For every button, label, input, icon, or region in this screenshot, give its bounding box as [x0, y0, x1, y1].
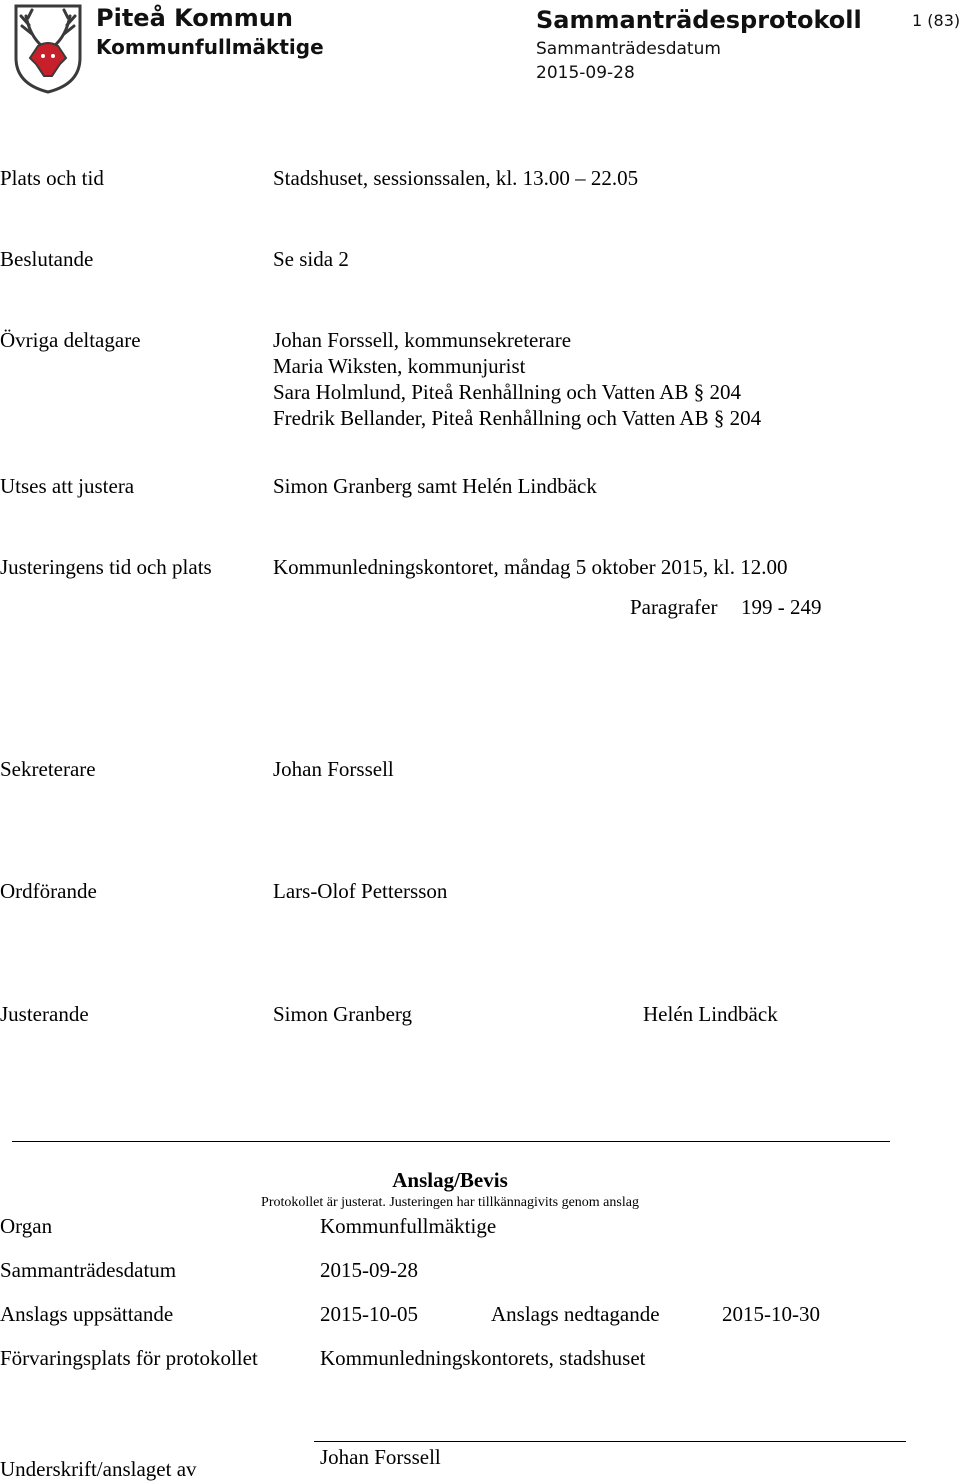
signature-line [314, 1441, 906, 1442]
ovriga-label: Övriga deltagare [0, 328, 141, 352]
meeting-date-value: 2015-09-28 [536, 63, 635, 83]
underskrift-value: Johan Forssell [320, 1445, 441, 1469]
utses-value: Simon Granberg samt Helén Lindbäck [273, 474, 597, 498]
plats-label: Plats och tid [0, 166, 104, 190]
paragrafer-label: Paragrafer [630, 595, 718, 619]
ovriga-line: Maria Wiksten, kommunjurist [273, 354, 526, 378]
paragrafer-value: 199 - 249 [741, 595, 822, 619]
anslag-divider [12, 1141, 890, 1142]
sekreterare-value: Johan Forssell [273, 757, 394, 781]
nedtagande-value: 2015-10-30 [722, 1302, 820, 1326]
justerande-label: Justerande [0, 1002, 89, 1026]
nedtagande-label: Anslags nedtagande [491, 1302, 660, 1326]
meeting-date-label: Sammanträdesdatum [536, 39, 721, 59]
document-title: Sammanträdesprotokoll [536, 6, 862, 34]
ordforande-label: Ordförande [0, 879, 97, 903]
ovriga-line: Fredrik Bellander, Piteå Renhållning och Vatten AB § 204 [273, 406, 762, 430]
organ-label: Organ [0, 1214, 53, 1238]
justering-value: Kommunledningskontoret, måndag 5 oktober 2015, kl. 12.00 [273, 555, 788, 579]
pitea-kommun-crest-icon [12, 2, 84, 94]
utses-label: Utses att justera [0, 474, 135, 498]
uppsattande-value: 2015-10-05 [320, 1302, 418, 1326]
plats-value: Stadshuset, sessionssalen, kl. 13.00 – 22.05 [273, 166, 639, 190]
sekreterare-label: Sekreterare [0, 757, 96, 781]
justerande-value: Helén Lindbäck [643, 1002, 778, 1026]
datum-value: 2015-09-28 [320, 1258, 418, 1282]
justerande-value: Simon Granberg [273, 1002, 413, 1026]
uppsattande-label: Anslags uppsättande [0, 1302, 174, 1326]
ovriga-line: Johan Forssell, kommunsekreterare [273, 328, 572, 352]
organization-name: Piteå Kommun [96, 4, 293, 32]
forvaring-label: Förvaringsplats för protokollet [0, 1346, 258, 1370]
ordforande-value: Lars-Olof Pettersson [273, 879, 448, 903]
anslag-title: Anslag/Bevis [392, 1168, 508, 1192]
page-number: 1 (83) [912, 11, 960, 30]
underskrift-label: Underskrift/anslaget av [0, 1457, 197, 1481]
justering-label: Justeringens tid och plats [0, 555, 212, 579]
organ-value: Kommunfullmäktige [320, 1214, 497, 1238]
beslutande-label: Beslutande [0, 247, 94, 271]
ovriga-line: Sara Holmlund, Piteå Renhållning och Vatten AB § 204 [273, 380, 741, 404]
anslag-note: Protokollet är justerat. Justeringen har tillkännagivits genom anslag [261, 1195, 639, 1210]
forvaring-value: Kommunledningskontorets, stadshuset [320, 1346, 646, 1370]
datum-label: Sammanträdesdatum [0, 1258, 177, 1282]
organization-unit: Kommunfullmäktige [96, 35, 324, 59]
beslutande-value: Se sida 2 [273, 247, 349, 271]
